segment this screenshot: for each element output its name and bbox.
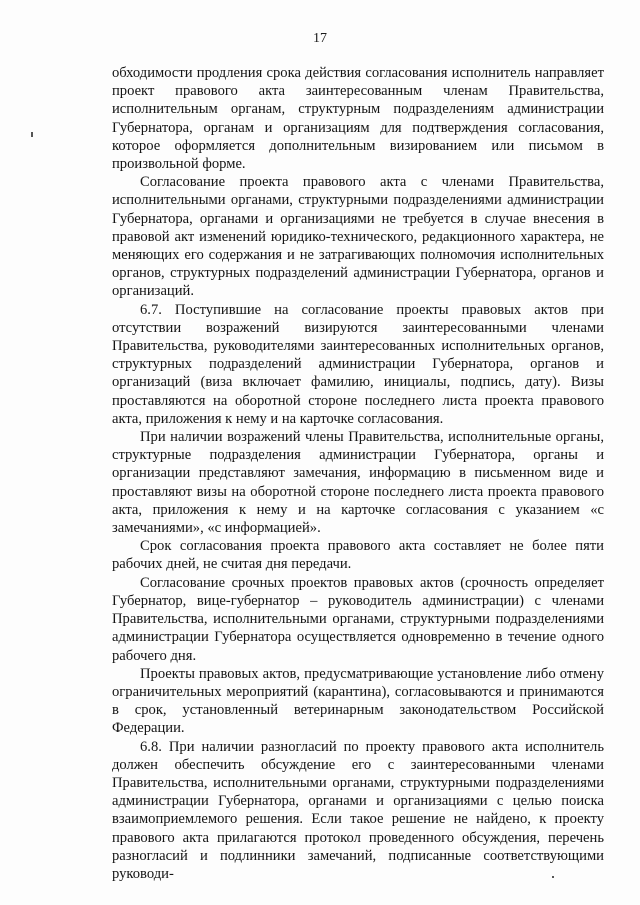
paragraph: Согласование срочных проектов правовых актов (срочность определяет Губернатор, вице-губернатор – руководитель администрации) с членами Правительства, исполнительными органами, структурными подразделениями администрации Губернатора осуществляется одновременно в течение одного рабочего дня. [112,574,604,664]
paragraph: Проекты правовых актов, предусматривающие установление либо отмену ограничительных мероприятий (карантина), согласовываются и принимаются в срок, установленный ветеринарным законодательством Российской Федерации. [112,665,604,737]
paragraph-section-6-8: 6.8. При наличии разногласий по проекту правового акта исполнитель должен обеспечить обсуждение его с заинтересованными членами Правительства, исполнительными органами, структурными подразделениями администрации Губернатора, органами и организациями с целью поиска взаимоприемлемого решения. Если такое решение не найдено, к проекту правового акта прилагаются протокол проведенного обсуждения, перечень разногласий и подлинники замечаний, подписанные соответствующими руководи- [112,738,604,882]
document-body [112,64,604,883]
page-number: 17 [313,31,327,46]
paragraph: При наличии возражений члены Правительства, исполнительные органы, структурные подразделения администрации Губернатора, органы и организации представляют замечания, информацию в письменном виде и проставляют визы на оборотной стороне последнего листа проекта правового акта, приложения к нему и на карточке согласования с указанием «с замечаниями», «с информацией». [112,429,604,537]
paragraph-continuation: обходимости продления срока действия согласования исполнитель направляет проект правового акта заинтересованным членам Правительства, исполнительным органам, структурным подразделениям администрации Губернатора, органам и организациям для подтверждения согласования, которое оформляется дополнительным визированием или письмом в произвольной форме. [112,65,604,173]
paragraph: Согласование проекта правового акта с членами Правительства, исполнительными органами, структурными подразделениями администрации Губернатора, органами и организациями не требуется в случае внесения в правовой акт изменений юридико-технического, редакционного характера, не меняющих его содержания и не затрагивающих полномочия исполнительных органов, структурных подразделений администрации Губернатора, органов и организаций. [112,174,604,300]
paragraph-section-6-7: 6.7. Поступившие на согласование проекты правовых актов при отсутствии возражений визируются заинтересованными членами Правительства, руководителями заинтересованных исполнительных органов, структурных подразделений администрации Губернатора, органов и организаций (виза включает фамилию, инициалы, подпись, дату). Визы проставляются на оборотной стороне последнего листа проекта правового акта, приложения к нему и на карточке согласования. [112,301,604,427]
paragraph: Срок согласования проекта правового акта составляет не более пяти рабочих дней, не считая дня передачи. [112,538,604,573]
scan-speck [31,132,33,137]
